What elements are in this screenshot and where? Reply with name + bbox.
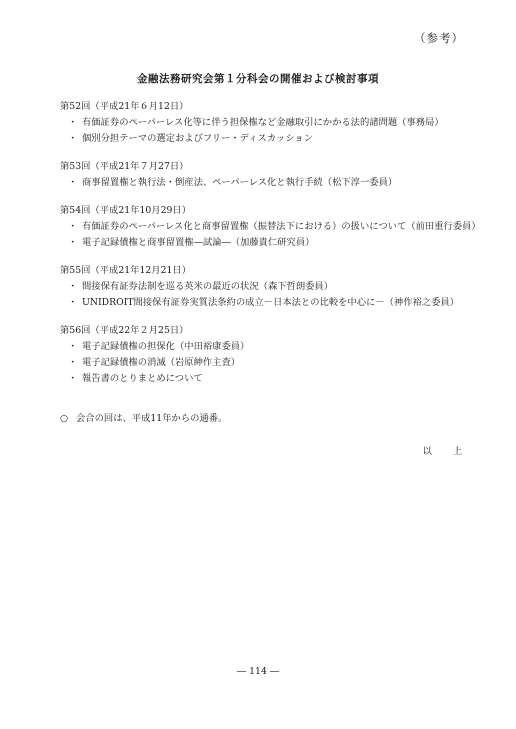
session-heading: 第55回（平成21年12月21日） [60,265,191,276]
session-heading: 第54回（平成21年10月29日） [60,205,191,216]
agenda-item [60,235,476,251]
session-55 [60,263,476,311]
session-53 [60,159,476,191]
bullet-mark: ・ [68,373,78,384]
bullet-mark: ・ [68,221,78,232]
agenda-item-text: 報告書のとりまとめについて [82,373,203,384]
bullet-mark: ・ [68,341,78,352]
agenda-item [60,355,476,371]
session-54 [60,203,481,251]
bullet-mark: ・ [68,297,78,308]
session-heading: 第52回（平成21年６月12日） [60,101,189,112]
agenda-item-text: UNIDROIT間接保有証券実質法条約の成立－日本法との比較を中心に－（神作裕之委員） [82,297,459,308]
agenda-item [60,371,476,387]
agenda-item [60,219,481,235]
document-title: 金融法務研究会第１分科会の開催および検討事項 [137,73,379,85]
agenda-item [60,115,476,131]
agenda-item [60,279,476,295]
session-52 [60,99,476,147]
closing-mark: 以 上 [422,446,462,457]
agenda-item-text: 有価証券のペーパーレス化等に伴う担保権など金融取引にかかる法的諸問題（事務局） [82,117,444,128]
session-list [60,99,481,399]
session-heading: 第53回（平成21年７月27日） [60,161,189,172]
numbering-note [60,411,227,427]
session-heading: 第56回（平成22年２月25日） [60,325,189,336]
session-56 [60,323,476,387]
page-number: ― 114 ― [236,666,280,677]
bullet-mark: ・ [68,281,78,292]
note-circle-mark: ○ [60,413,69,424]
agenda-item-text: 商事留置権と執行法・倒産法、ペーパーレス化と執行手続（松下淳一委員） [82,177,398,188]
agenda-item-text: 電子記録債権の消滅（岩原紳作主査） [82,357,241,368]
agenda-item-text: 電子記録債権と商事留置権―試論―（加藤貴仁研究員） [82,237,315,248]
agenda-item [60,175,476,191]
bullet-mark: ・ [68,237,78,248]
bullet-mark: ・ [68,133,78,144]
agenda-item [60,295,476,311]
agenda-item-text: 有価証券のペーパーレス化と商事留置権（振替法下における）の扱いについて（前田重行委員） [82,221,481,232]
agenda-item-text: 電子記録債権の担保化（中田裕康委員） [82,341,250,352]
agenda-item-text: 間接保有証券法制を巡る英米の最近の状況（森下哲朗委員） [82,281,334,292]
agenda-item-text: 個別分担テーマの選定およびフリー・ディスカッション [82,133,314,144]
bullet-mark: ・ [68,177,78,188]
agenda-item [60,131,476,147]
agenda-item [60,339,476,355]
bullet-mark: ・ [68,117,78,128]
reference-tag: （参考） [414,31,464,45]
note-text: 会合の回は、平成11年からの通番。 [76,413,228,424]
bullet-mark: ・ [68,357,78,368]
